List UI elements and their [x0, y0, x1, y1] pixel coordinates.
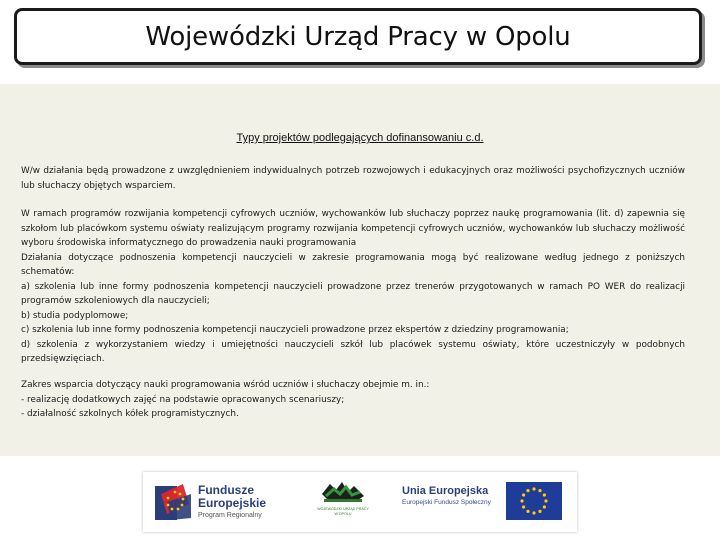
logo-strip [143, 472, 577, 532]
paragraph-line: W ramach programów rozwijania kompetencji cyfrowych uczniów, wychowanków lub słuchaczy poprzez naukę programowania (lit. d) zapewnia się szkołom lub placówkom systemu oświaty realizującym programy rozwijania kompetencji cyfrowych uczniów, wychowanków lub słuchaczy możliwość wyboru środowiska informatycznego do prowadzenia nauki programowania [21, 209, 685, 248]
paragraph-3 [21, 378, 685, 422]
fundusze-flag-icon [153, 482, 193, 522]
eu-title: Unia Europejska [402, 485, 489, 497]
list-item-c: c) szkolenia lub inne formy podnoszenia kompetencji nauczycieli prowadzone przez ekspertów z dziedziny programowania; [21, 325, 569, 335]
title-box [14, 8, 702, 65]
list-item: - działalność szkolnych kółek programistycznych. [21, 409, 239, 419]
list-item-b: b) studia podyplomowe; [21, 310, 129, 321]
fundusze-line1: Fundusze [198, 483, 254, 497]
fundusze-line3: Program Regionalny [198, 512, 262, 519]
paragraph-line: Zakres wsparcia dotyczący nauki programowania wśród uczniów i słuchaczy obejmie m. in.: [21, 380, 430, 390]
list-item: - realizację dodatkowych zajęć na podstawie opracowanych scenariuszy; [21, 394, 345, 405]
paragraph-line: W/w działania będą prowadzone z uwzględnieniem indywidualnych potrzeb rozwojowych i edukacyjnych oraz możliwości psychofizycznych uczniów lub słuchaczy objętych wsparciem. [21, 166, 685, 191]
footer [0, 456, 720, 540]
fundusze-text [198, 484, 266, 521]
list-item-a: a) szkolenia lub inne formy podnoszenia kompetencji nauczycieli prowadzone przez trenerów przygotowanych w ramach PO WER do realizacji programów szkoleniowych dla nauczycieli; [21, 281, 685, 306]
list-item-d: d) szkolenia z wykorzystaniem wiedzy i umiejętności nauczycieli szkół lub placówek systemu oświaty, które uczestniczyły w podobnych przedsięwzięciach. [21, 339, 685, 364]
wup-text [313, 507, 373, 516]
wup-logo-icon [318, 480, 368, 504]
wup-opole-logo [313, 480, 373, 524]
content-area [0, 84, 720, 456]
paragraph-1 [21, 164, 685, 193]
wup-line2: W OPOLU [334, 511, 352, 516]
unia-europejska-text [402, 484, 491, 508]
page-title: Wojewódzki Urząd Pracy w Opolu [145, 21, 571, 52]
fundusze-line2: Europejskie [198, 496, 267, 510]
paragraph-line: Działania dotyczące podnoszenia kompetencji nauczycieli w zakresie programowania mogą być realizowane według jednego z poniższych schematów: [21, 252, 685, 277]
section-heading: Typy projektów podlegających dofinansowaniu c.d. [236, 132, 484, 144]
eu-subtitle: Europejski Fundusz Społeczny [402, 499, 491, 506]
fundusze-europejskie-logo [153, 482, 283, 526]
wup-line1: WOJEWÓDZKI URZĄD PRACY [317, 507, 369, 511]
eu-flag-icon [506, 482, 562, 520]
paragraph-2 [21, 207, 685, 367]
